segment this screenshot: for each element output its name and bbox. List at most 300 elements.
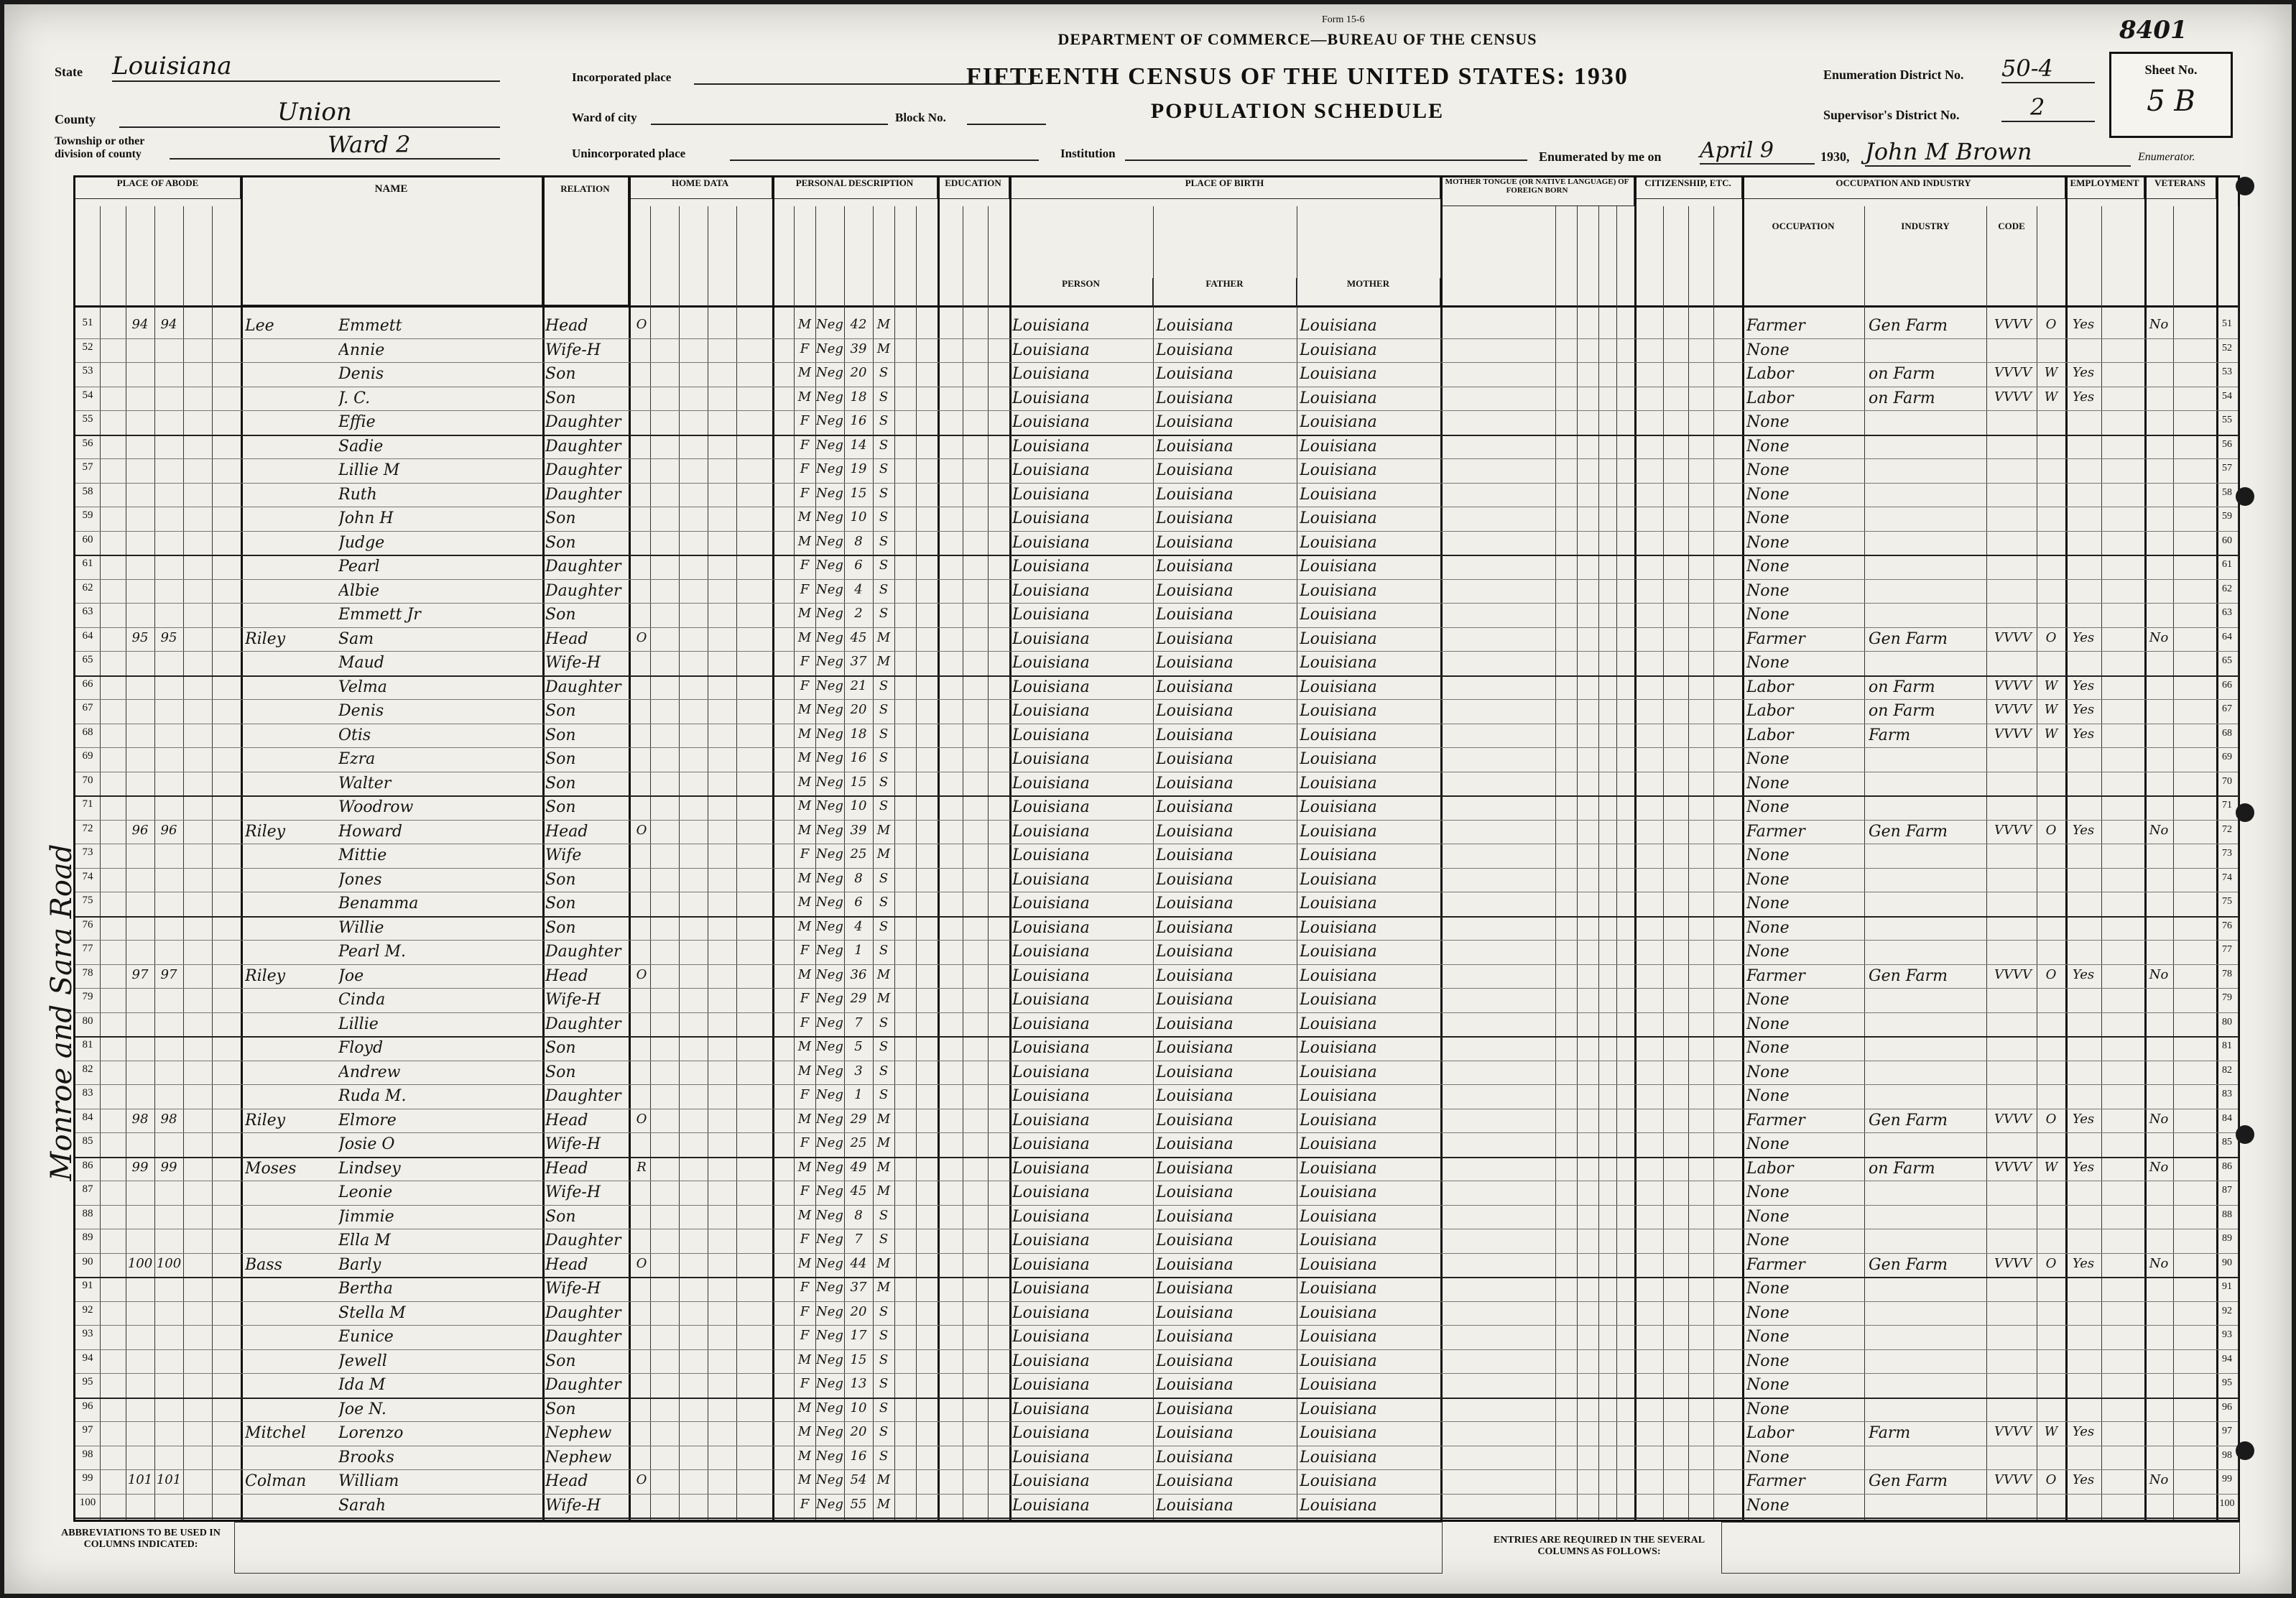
cell-race: Neg — [816, 1135, 843, 1150]
cell-row-number-right: 88 — [2222, 1209, 2232, 1220]
row-divider — [75, 1253, 2238, 1254]
cell-code: VVVV — [1994, 389, 2032, 405]
cell-ms: M — [876, 629, 891, 645]
cell-ind: Gen Farm — [1869, 1111, 1948, 1130]
cell-sex: M — [797, 822, 812, 838]
cell-bp: Louisiana — [1012, 1472, 1090, 1490]
cell-given: Lillie M — [338, 461, 400, 479]
enumerated-label: Enumerated by me on — [1539, 149, 1662, 164]
cell-given: Sarah — [338, 1496, 386, 1515]
cell-ind: Gen Farm — [1869, 966, 1948, 985]
cell-ten: O — [636, 1111, 647, 1127]
cell-bp: Louisiana — [1012, 991, 1090, 1009]
cell-n: 82 — [82, 1063, 93, 1075]
cell-sex: M — [797, 317, 812, 332]
group-employment: EMPLOYMENT — [2065, 177, 2144, 199]
cell-ms: S — [879, 533, 889, 549]
cell-fbp: Louisiana — [1156, 485, 1233, 504]
unincorporated-label: Unincorporated place — [572, 147, 686, 160]
cell-ms: S — [879, 1063, 889, 1079]
row-divider — [75, 1205, 2238, 1206]
cell-surname: Colman — [245, 1472, 307, 1490]
cell-bp: Louisiana — [1012, 317, 1090, 335]
cell-occ: None — [1746, 533, 1790, 552]
cell-ms: M — [876, 341, 891, 356]
group-personal: PERSONAL DESCRIPTION — [772, 177, 938, 199]
cell-bp: Louisiana — [1012, 485, 1090, 504]
cell-ms: S — [879, 1328, 889, 1343]
cell-row-number-right: 67 — [2222, 703, 2232, 714]
cell-occ: None — [1746, 1039, 1790, 1057]
cell-ms: S — [879, 606, 889, 621]
row-divider — [75, 1157, 2238, 1158]
cell-ten: O — [636, 822, 647, 838]
cell-race: Neg — [816, 629, 843, 645]
cell-sex: M — [797, 870, 812, 886]
cell-ms: S — [879, 1400, 889, 1415]
cell-rel: Daughter — [545, 461, 621, 479]
cell-ind: on Farm — [1869, 678, 1935, 696]
cell-emp: Yes — [2072, 678, 2095, 693]
cell-bp: Louisiana — [1012, 1376, 1090, 1394]
cell-given: Lorenzo — [338, 1424, 404, 1442]
cell-ten: O — [636, 1255, 647, 1271]
cell-bp: Louisiana — [1012, 1448, 1090, 1467]
cell-row-number-right: 70 — [2222, 775, 2232, 787]
cell-age: 55 — [850, 1496, 867, 1512]
cell-fbp: Louisiana — [1156, 1183, 1233, 1201]
cell-given: J. C. — [338, 389, 371, 407]
cell-occ: None — [1746, 1352, 1790, 1370]
cell-given: Howard — [338, 822, 402, 841]
cell-row-number-right: 59 — [2222, 511, 2232, 522]
column-divider — [100, 206, 101, 1520]
cell-fbp: Louisiana — [1156, 943, 1233, 961]
cell-bp: Louisiana — [1012, 629, 1090, 648]
cell-n: 52 — [82, 341, 93, 353]
footer-entries-box — [1721, 1522, 2240, 1574]
cell-occ: None — [1746, 1183, 1790, 1201]
cell-age: 37 — [850, 1280, 867, 1295]
cell-sex: F — [800, 437, 810, 453]
sheet-value: 5 B — [2147, 85, 2195, 118]
cell-ms: S — [879, 750, 889, 765]
cell-bp: Louisiana — [1012, 774, 1090, 793]
cell-fbp: Louisiana — [1156, 991, 1233, 1009]
cell-ms: S — [879, 413, 889, 428]
column-divider — [2144, 177, 2147, 1520]
cell-bp: Louisiana — [1012, 533, 1090, 552]
cell-given: Sam — [338, 629, 374, 648]
cell-race: Neg — [816, 606, 843, 621]
cell-race: Neg — [816, 1232, 843, 1247]
cell-bp: Louisiana — [1012, 654, 1090, 672]
cell-fbp: Louisiana — [1156, 678, 1233, 696]
cell-bp: Louisiana — [1012, 1087, 1090, 1105]
cell-bp: Louisiana — [1012, 943, 1090, 961]
cell-age: 45 — [850, 629, 867, 645]
cell-occ: Farmer — [1746, 1472, 1805, 1490]
row-divider — [75, 458, 2238, 459]
cell-fbp: Louisiana — [1156, 1207, 1233, 1226]
cell-age: 4 — [854, 581, 863, 597]
cell-occ: None — [1746, 413, 1790, 431]
cell-code: VVVV — [1994, 702, 2032, 717]
cell-rel: Son — [545, 389, 576, 407]
cell-mbp: Louisiana — [1300, 413, 1377, 431]
cell-code: VVVV — [1994, 726, 2032, 742]
group-birth: PLACE OF BIRTH — [1009, 177, 1440, 199]
cell-given: Albie — [338, 581, 380, 600]
cell-code: VVVV — [1994, 629, 2032, 645]
cell-mbp: Louisiana — [1300, 1472, 1377, 1490]
cell-mbp: Louisiana — [1300, 1255, 1377, 1274]
cell-fbp: Louisiana — [1156, 702, 1233, 720]
cell-race: Neg — [816, 413, 843, 428]
cell-bp: Louisiana — [1012, 1039, 1090, 1057]
cell-rel: Son — [545, 509, 576, 527]
cell-sex: F — [800, 654, 810, 669]
cell-given: Ella M — [338, 1232, 391, 1250]
cell-ten: O — [636, 1472, 647, 1487]
cell-sex: F — [800, 581, 810, 597]
cell-ms: S — [879, 389, 889, 405]
cell-emp: Yes — [2072, 966, 2095, 982]
cell-row-number-right: 73 — [2222, 848, 2232, 859]
cell-code: VVVV — [1994, 1255, 2032, 1271]
cell-given: Joe N. — [338, 1400, 386, 1418]
cell-ms: M — [876, 1183, 891, 1198]
cell-sex: F — [800, 1183, 810, 1198]
cell-ms: M — [876, 822, 891, 838]
row-divider — [75, 675, 2238, 677]
cell-fbp: Louisiana — [1156, 822, 1233, 841]
cell-sex: M — [797, 966, 812, 982]
cell-fbp: Louisiana — [1156, 774, 1233, 793]
cell-fbp: Louisiana — [1156, 606, 1233, 624]
cell-bp: Louisiana — [1012, 870, 1090, 889]
cell-sex: F — [800, 1232, 810, 1247]
cell-row-number-right: 82 — [2222, 1064, 2232, 1076]
cell-ms: S — [879, 1232, 889, 1247]
cell-occ: Labor — [1746, 678, 1794, 696]
cell-mbp: Louisiana — [1300, 1135, 1377, 1153]
group-name: NAME — [241, 177, 542, 305]
cell-vet: No — [2149, 629, 2169, 645]
row-divider — [75, 940, 2238, 941]
supervisor-label: Supervisor's District No. — [1823, 108, 1960, 122]
cell-occ: None — [1746, 750, 1790, 768]
cell-fbp: Louisiana — [1156, 1400, 1233, 1418]
cell-ms: M — [876, 317, 891, 332]
cell-n: 57 — [82, 461, 93, 473]
column-divider — [988, 206, 989, 1520]
cell-n: 93 — [82, 1328, 93, 1339]
cell-ind: on Farm — [1869, 702, 1935, 720]
cell-row-number-right: 53 — [2222, 366, 2232, 377]
cell-n: 77 — [82, 943, 93, 954]
cell-mbp: Louisiana — [1300, 1496, 1377, 1515]
cell-race: Neg — [816, 846, 843, 862]
cell-emp: Yes — [2072, 1159, 2095, 1175]
cell-n: 74 — [82, 870, 93, 882]
cell-row-number-right: 93 — [2222, 1329, 2232, 1340]
cell-row-number-right: 52 — [2222, 342, 2232, 354]
cell-given: William — [338, 1472, 399, 1490]
cell-n: 55 — [82, 413, 93, 425]
cell-bp: Louisiana — [1012, 1255, 1090, 1274]
cell-occ: None — [1746, 1207, 1790, 1226]
cell-n: 64 — [82, 629, 93, 642]
row-divider — [75, 1494, 2238, 1495]
cell-mbp: Louisiana — [1300, 509, 1377, 527]
cell-age: 1 — [854, 943, 863, 958]
cell-mbp: Louisiana — [1300, 1448, 1377, 1467]
township-value: Ward 2 — [170, 131, 500, 160]
cell-n: 94 — [82, 1352, 93, 1364]
cell-rel: Daughter — [545, 678, 621, 696]
cell-bp: Louisiana — [1012, 1303, 1090, 1322]
cell-given: Lindsey — [338, 1159, 401, 1178]
cell-rel: Daughter — [545, 485, 621, 504]
cell-row-number-right: 80 — [2222, 1016, 2232, 1027]
cell-fbp: Louisiana — [1156, 1063, 1233, 1081]
cell-mbp: Louisiana — [1300, 1400, 1377, 1418]
cell-sex: F — [800, 1328, 810, 1343]
cell-sex: M — [797, 798, 812, 813]
sheet-label: Sheet No. — [2144, 63, 2198, 77]
cell-row-number-right: 96 — [2222, 1401, 2232, 1413]
cell-age: 6 — [854, 558, 863, 573]
cell-n: 96 — [82, 1400, 93, 1412]
cell-occ: Labor — [1746, 702, 1794, 720]
cell-mbp: Louisiana — [1300, 1376, 1377, 1394]
cell-ind: Gen Farm — [1869, 822, 1948, 841]
cell-rel: Wife-H — [545, 654, 601, 672]
row-divider — [75, 362, 2238, 363]
cell-row-number-right: 69 — [2222, 752, 2232, 762]
cell-mbp: Louisiana — [1300, 341, 1377, 359]
cell-n: 78 — [82, 966, 93, 979]
column-divider — [1688, 206, 1689, 1520]
cell-fbp: Louisiana — [1156, 846, 1233, 864]
cell-cls: O — [2045, 1111, 2057, 1127]
cell-mbp: Louisiana — [1300, 726, 1377, 744]
cell-n: 60 — [82, 533, 93, 545]
cell-fbp: Louisiana — [1156, 389, 1233, 407]
enumerator-label: Enumerator. — [2138, 151, 2195, 163]
cell-rel: Daughter — [545, 943, 621, 961]
cell-ms: M — [876, 1159, 891, 1175]
cell-sex: M — [797, 750, 812, 765]
cell-fbp: Louisiana — [1156, 461, 1233, 479]
cell-n: 88 — [82, 1207, 93, 1219]
cell-given: Joe — [338, 966, 364, 985]
cell-sex: M — [797, 533, 812, 549]
cell-row-number-right: 90 — [2222, 1257, 2232, 1268]
cell-mbp: Louisiana — [1300, 389, 1377, 407]
cell-race: Neg — [816, 1159, 843, 1175]
cell-rel: Wife-H — [545, 1135, 601, 1153]
cell-race: Neg — [816, 702, 843, 717]
cell-mbp: Louisiana — [1300, 1328, 1377, 1346]
group-citizenship: CITIZENSHIP, ETC. — [1634, 177, 1742, 199]
cell-sex: F — [800, 1376, 810, 1391]
cell-age: 15 — [850, 774, 867, 790]
cell-fbp: Louisiana — [1156, 341, 1233, 359]
cell-rel: Son — [545, 726, 576, 744]
cell-sex: F — [800, 341, 810, 356]
cell-race: Neg — [816, 365, 843, 380]
cell-occ: None — [1746, 1448, 1790, 1467]
state-value: Louisiana — [112, 52, 500, 82]
cell-fbp: Louisiana — [1156, 1111, 1233, 1130]
cell-fbp: Louisiana — [1156, 581, 1233, 600]
cell-age: 8 — [854, 1207, 863, 1223]
cell-sex: F — [800, 558, 810, 573]
cell-age: 29 — [850, 1111, 867, 1127]
cell-rel: Daughter — [545, 1376, 621, 1394]
cell-cls: O — [2045, 966, 2057, 982]
cell-ind: Farm — [1869, 1424, 1911, 1442]
cell-age: 45 — [850, 1183, 867, 1198]
cell-given: Leonie — [338, 1183, 393, 1201]
margin-note: Monroe and Sara Road — [45, 844, 78, 1181]
cell-sex: M — [797, 629, 812, 645]
cell-occ: Labor — [1746, 1424, 1794, 1442]
cell-rel: Son — [545, 1400, 576, 1418]
cell-n: 54 — [82, 389, 93, 401]
cell-given: Walter — [338, 774, 392, 793]
cell-sex: F — [800, 1135, 810, 1150]
cell-fbp: Louisiana — [1156, 1135, 1233, 1153]
cell-surname: Riley — [245, 822, 286, 841]
cell-ms: S — [879, 1303, 889, 1319]
cell-fam: 100 — [156, 1255, 182, 1271]
cell-race: Neg — [816, 1303, 843, 1319]
cell-row-number-right: 54 — [2222, 390, 2232, 402]
cell-fbp: Louisiana — [1156, 1232, 1233, 1250]
cell-given: Andrew — [338, 1063, 401, 1081]
column-divider — [1153, 206, 1154, 1520]
cell-ind: on Farm — [1869, 1159, 1935, 1178]
cell-ms: M — [876, 1496, 891, 1512]
cell-cls: O — [2045, 1255, 2057, 1271]
cell-sex: M — [797, 365, 812, 380]
group-relation: RELATION — [542, 177, 629, 305]
cell-row-number-right: 99 — [2222, 1474, 2232, 1484]
cell-ms: S — [879, 509, 889, 525]
cell-age: 10 — [850, 798, 867, 813]
cell-age: 16 — [850, 1448, 867, 1464]
cell-ms: S — [879, 895, 889, 910]
cell-race: Neg — [816, 1424, 843, 1439]
cell-vet: No — [2149, 822, 2169, 838]
cell-ms: M — [876, 1472, 891, 1487]
cell-bp: Louisiana — [1012, 341, 1090, 359]
cell-mbp: Louisiana — [1300, 1111, 1377, 1130]
cell-given: Woodrow — [338, 798, 414, 816]
county-label: County — [55, 112, 96, 126]
cell-code: VVVV — [1994, 1472, 2032, 1487]
row-divider — [75, 651, 2238, 652]
header-divider — [75, 305, 2238, 308]
row-divider — [75, 1012, 2238, 1013]
column-divider — [1663, 206, 1664, 1520]
cell-row-number-right: 65 — [2222, 655, 2232, 666]
cell-emp: Yes — [2072, 389, 2095, 405]
institution-label: Institution — [1060, 147, 1116, 160]
cell-occ: None — [1746, 991, 1790, 1009]
cell-race: Neg — [816, 1111, 843, 1127]
cell-vet: No — [2149, 1159, 2169, 1175]
cell-rel: Head — [545, 1111, 588, 1130]
cell-race: Neg — [816, 678, 843, 693]
cell-mbp: Louisiana — [1300, 1063, 1377, 1081]
cell-mbp: Louisiana — [1300, 750, 1377, 768]
cell-given: Benamma — [338, 895, 419, 913]
form-number: Form 15-6 — [1322, 14, 1365, 25]
group-veterans: VETERANS — [2144, 177, 2216, 199]
cell-rel: Daughter — [545, 558, 621, 576]
cell-row-number-right: 95 — [2222, 1377, 2232, 1388]
cell-occ: None — [1746, 1303, 1790, 1322]
cell-race: Neg — [816, 581, 843, 597]
cell-age: 42 — [850, 317, 867, 332]
cell-bp: Louisiana — [1012, 581, 1090, 600]
cell-race: Neg — [816, 461, 843, 476]
cell-race: Neg — [816, 943, 843, 958]
cell-mbp: Louisiana — [1300, 485, 1377, 504]
cell-mbp: Louisiana — [1300, 1039, 1377, 1057]
cell-age: 36 — [850, 966, 867, 982]
cell-mbp: Louisiana — [1300, 558, 1377, 576]
cell-row-number-right: 100 — [2219, 1497, 2235, 1509]
cell-age: 20 — [850, 365, 867, 380]
cell-mbp: Louisiana — [1300, 437, 1377, 456]
row-divider — [75, 603, 2238, 604]
cell-sex: M — [797, 1352, 812, 1367]
column-divider — [894, 206, 895, 1520]
cell-race: Neg — [816, 1063, 843, 1079]
cell-mbp: Louisiana — [1300, 943, 1377, 961]
cell-fbp: Louisiana — [1156, 1280, 1233, 1298]
column-divider — [183, 206, 184, 1520]
row-divider — [75, 747, 2238, 748]
cell-ms: S — [879, 1376, 889, 1391]
cell-cls: W — [2044, 702, 2058, 717]
cell-row-number-right: 51 — [2222, 318, 2232, 329]
cell-surname: Mitchel — [245, 1424, 306, 1442]
cell-fam: 96 — [160, 822, 177, 838]
cell-fbp: Louisiana — [1156, 1159, 1233, 1178]
sheet-number-box — [2109, 52, 2233, 138]
cell-age: 21 — [850, 678, 867, 693]
cell-ms: M — [876, 966, 891, 982]
cell-vet: No — [2149, 966, 2169, 982]
cell-sex: F — [800, 413, 810, 428]
block-line — [967, 124, 1046, 125]
binder-hole — [2236, 1125, 2254, 1144]
column-divider — [1009, 177, 1012, 1520]
cell-bp: Louisiana — [1012, 1111, 1090, 1130]
cell-mbp: Louisiana — [1300, 678, 1377, 696]
cell-cls: W — [2044, 365, 2058, 380]
cell-rel: Wife-H — [545, 1280, 601, 1298]
enum-district-label: Enumeration District No. — [1823, 68, 1964, 82]
cell-occ: Farmer — [1746, 1255, 1805, 1274]
cell-occ: None — [1746, 1280, 1790, 1298]
